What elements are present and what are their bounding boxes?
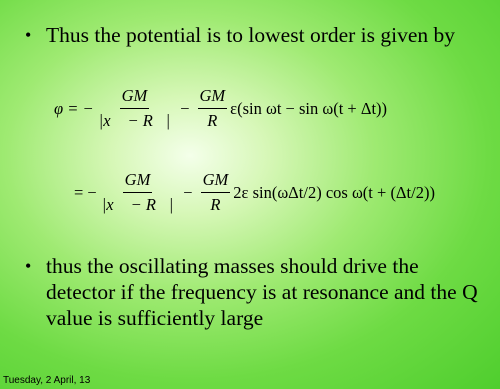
fraction-numerator: GM xyxy=(201,170,231,193)
fraction xyxy=(198,86,228,131)
fraction-denominator: |x⃗ − R⃗| xyxy=(98,111,171,130)
fraction-denominator: R xyxy=(207,111,218,130)
bullet-icon: • xyxy=(25,25,32,45)
equation-potential xyxy=(54,86,387,131)
fraction-numerator: GM xyxy=(123,170,153,193)
fraction-denominator: R xyxy=(210,195,221,214)
equation-tail: ε(sin ωt − sin ω(t + Δt)) xyxy=(230,98,388,118)
equation-tail: 2ε sin(ωΔt/2) cos ω(t + (Δt/2)) xyxy=(233,182,435,202)
footer-date: Tuesday, 2 April, 13 xyxy=(3,375,91,386)
equation-lhs: = − xyxy=(74,182,97,202)
fraction xyxy=(100,170,176,215)
fraction-denominator: |x⃗ − R⃗| xyxy=(101,195,174,214)
bullet-icon: • xyxy=(25,256,32,276)
fraction xyxy=(97,86,173,131)
bullet-item xyxy=(25,22,490,48)
bullet-item xyxy=(25,253,490,331)
minus-sign: − xyxy=(183,182,193,202)
equation-expanded xyxy=(74,170,435,215)
fraction-numerator: GM xyxy=(120,86,150,109)
bullet-text: thus the oscillating masses should drive the detector if the frequency is at resonance and the Q value is sufficiently large xyxy=(46,254,478,330)
bullet-text: Thus the potential is to lowest order is given by xyxy=(46,23,456,47)
fraction xyxy=(201,170,231,215)
minus-sign: − xyxy=(180,98,190,118)
fraction-numerator: GM xyxy=(198,86,228,109)
equation-lhs: φ = − xyxy=(54,98,94,118)
